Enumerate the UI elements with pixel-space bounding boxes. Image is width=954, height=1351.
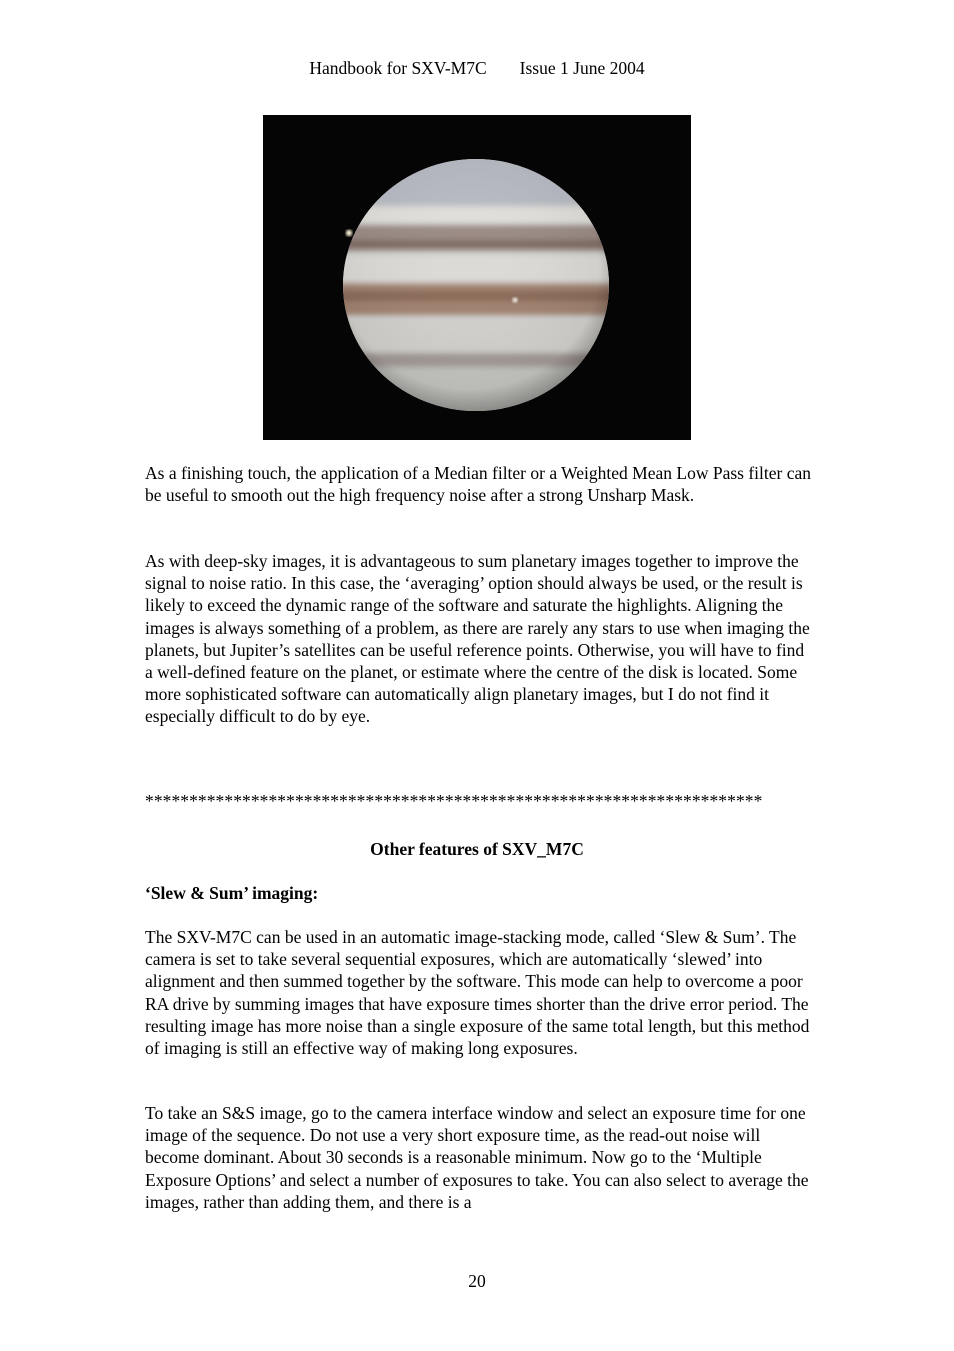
slew-sum-paragraph-2 xyxy=(145,1102,815,1213)
jupiter-planet-icon xyxy=(263,115,691,440)
paragraph: As with deep-sky images, it is advantageous to sum planetary images together to improve the signal to noise ratio. In this case, the ‘averaging’ option should always be used, or the result is likely to exceed the dynamic range of the software and saturate the highlights. Aligning the images is always something of a problem, as there are rarely any stars to use when imaging the planets, but Jupiter’s satellites can be useful reference points. Otherwise, you will have to find a well-defined feature on the planet, or estimate where the centre of the disk is located. Some more sophisticated software can automatically align planetary images, but I do not find it especially difficult to do by eye. xyxy=(145,551,810,727)
jupiter-image xyxy=(263,115,691,440)
section-title: Other features of SXV_M7C xyxy=(370,839,584,859)
slew-sum-paragraph-1 xyxy=(145,926,815,1059)
issue-date: Issue 1 June 2004 xyxy=(519,58,645,78)
section-separator: ********************************************************************** xyxy=(145,791,763,811)
intro-paragraph-1 xyxy=(145,462,815,506)
paragraph: The SXV-M7C can be used in an automatic image-stacking mode, called ‘Slew & Sum’. The camera is set to take several sequential exposures, which are automatically ‘slewed’ into alignment and then summed together by the software. This mode can help to overcome a poor RA drive by summing images that have exposure times shorter than the drive error period. The resulting image has more noise than a single exposure of the same total length, but this method of imaging is still an effective way of making long exposures. xyxy=(145,927,810,1059)
page-number: 20 xyxy=(468,1271,486,1291)
paragraph: To take an S&S image, go to the camera interface window and select an exposure time for one image of the sequence. Do not use a very short exposure time, as the read-out noise will become dominant. About 30 seconds is a reasonable minimum. Now go to the ‘Multiple Exposure Options’ and select a number of exposures to take. You can also select to average the images, rather than adding them, and there is a xyxy=(145,1103,809,1212)
intro-paragraph-2 xyxy=(145,550,815,728)
page-header xyxy=(0,57,954,79)
paragraph: As a finishing touch, the application of a Median filter or a Weighted Mean Low Pass filter can be useful to smooth out the high frequency noise after a strong Unsharp Mask. xyxy=(145,463,811,506)
subsection-heading: ‘Slew & Sum’ imaging: xyxy=(145,883,319,903)
handbook-title: Handbook for SXV-M7C xyxy=(309,58,487,78)
